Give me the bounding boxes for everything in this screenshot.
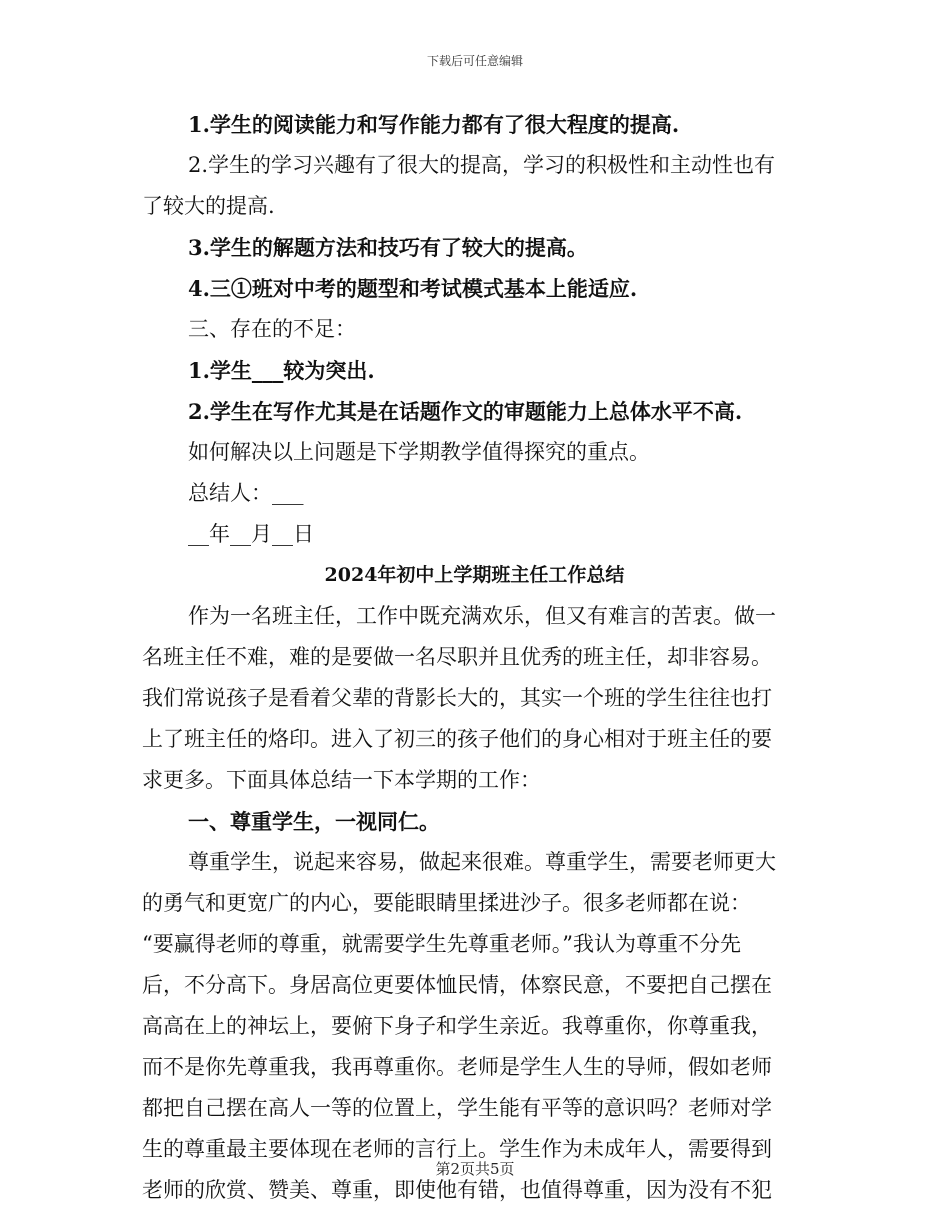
- paragraph-line: 老师的欣赏、赞美、尊重，即使他有错，也值得尊重，因为没有不犯: [142, 1178, 772, 1202]
- list-item: 2.学生在写作尤其是在话题作文的审题能力上总体水平不高.: [188, 399, 743, 424]
- list-item: 3.学生的解题方法和技巧有了较大的提高。: [188, 235, 588, 260]
- list-item: 1.学生___较为突出.: [188, 358, 375, 383]
- paragraph-line: 高高在上的神坛上，要俯下身子和学生亲近。我尊重你，你尊重我，: [142, 1014, 772, 1038]
- list-item: 1.学生的阅读能力和写作能力都有了很大程度的提高.: [188, 112, 680, 137]
- paragraph-line: 而不是你先尊重我，我再尊重你。老师是学生人生的导师，假如老师: [142, 1055, 772, 1079]
- paragraph-line: 求更多。下面具体总结一下本学期的工作：: [142, 768, 541, 792]
- section-heading: 一、尊重学生，一视同仁。: [188, 809, 440, 834]
- paragraph-line: 名班主任不难，难的是要做一名尽职并且优秀的班主任，却非容易。: [142, 645, 772, 669]
- paragraph-line: 了较大的提高.: [142, 194, 275, 218]
- list-item: 4.三①班对中考的题型和考试模式基本上能适应.: [188, 276, 638, 301]
- paragraph-line: 作为一名班主任，工作中既充满欢乐，但又有难言的苦衷。做一: [188, 604, 776, 628]
- page-header: 下载后可任意编辑: [426, 54, 523, 68]
- paragraph-line: 尊重学生，说起来容易，做起来很难。尊重学生，需要老师更大: [188, 850, 776, 874]
- signature-line: 总结人：___: [188, 481, 304, 505]
- document-body: [142, 104, 807, 1211]
- paragraph-line: 我们常说孩子是看着父辈的背影长大的，其实一个班的学生往往也打: [142, 686, 772, 710]
- paragraph-line: “要赢得老师的尊重，就需要学生先尊重老师。”我认为尊重不分先: [142, 932, 741, 956]
- page-footer: 第2页共5页: [435, 1160, 515, 1178]
- paragraph-line: 都把自己摆在高人一等的位置上，学生能有平等的意识吗？老师对学: [142, 1096, 772, 1120]
- paragraph-line: 后，不分高下。身居高位更要体恤民情，体察民意，不要把自己摆在: [142, 973, 772, 997]
- date-line: __年__月__日: [188, 522, 314, 546]
- paragraph-line: 的勇气和更宽广的内心，要能眼睛里揉进沙子。很多老师都在说：: [142, 891, 751, 915]
- paragraph-line: 生的尊重最主要体现在老师的言行上。学生作为未成年人，需要得到: [142, 1137, 772, 1161]
- document-title: 2024年初中上学期班主任工作总结: [324, 564, 625, 586]
- section-heading: 三、存在的不足：: [188, 317, 356, 341]
- paragraph-line: 如何解决以上问题是下学期教学值得探究的重点。: [188, 440, 650, 464]
- paragraph-line: 上了班主任的烙印。进入了初三的孩子他们的身心相对于班主任的要: [142, 727, 772, 751]
- paragraph-line: 2.学生的学习兴趣有了很大的提高，学习的积极性和主动性也有: [188, 153, 776, 177]
